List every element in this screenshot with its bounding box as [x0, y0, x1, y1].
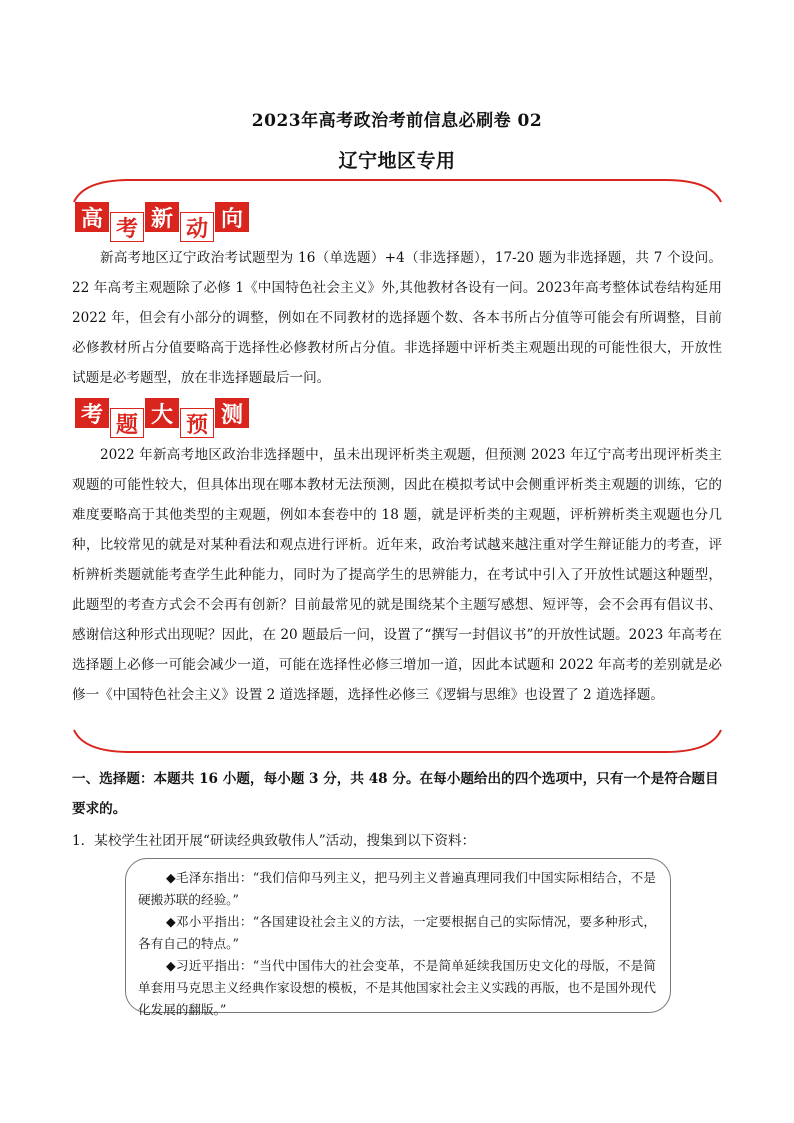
page-subtitle: 辽宁地区专用 — [338, 150, 456, 172]
page-title: 2023年高考政治考前信息必刷卷 02 — [251, 111, 543, 131]
badge-char: 动 — [180, 212, 214, 242]
badge-char: 考 — [75, 398, 109, 428]
badge-char: 预 — [180, 408, 214, 438]
badge-char: 测 — [215, 398, 249, 428]
bottom-frame-arc — [70, 726, 725, 756]
badge-char: 向 — [215, 202, 249, 232]
badge-char: 考 — [110, 212, 144, 242]
question-1-quote-box — [125, 858, 671, 1017]
quote-xi: ◆习近平指出：“当代中国伟大的社会变革，不是简单延续我国历史文化的母版，不是简单套用马克思主义经典作家设想的模板，不是其他国家社会主义实践的再版，也不是国外现代化发展的翻版。” — [138, 958, 656, 1017]
badge-char: 高 — [75, 202, 109, 232]
badge-char: 大 — [145, 398, 179, 428]
part-one-heading: 一、选择题：本题共 16 小题，每小题 3 分，共 48 分。在每小题给出的四个选项中，只有一个是符合题目要求的。 — [72, 771, 719, 817]
quote-deng: ◆邓小平指出：“各国建设社会主义的方法，一定要根据自己的实际情况，要多种形式，各有自己的特点。” — [138, 914, 656, 951]
question-1-stem: 1．某校学生社团开展“研读经典致敬伟人”活动，搜集到以下资料： — [72, 833, 476, 849]
badge-char: 新 — [145, 202, 179, 232]
prediction-paragraph: 2022 年新高考地区政治非选择题中，虽未出现评析类主观题，但预测 2023 年辽宁高考出现评析类主观题的可能性较大，但具体出现在哪本教材无法预测，因此在模拟考试中会侧重评析类主观题的训练，它的难度要略高于其他类型的主观题，例如本套卷中的 18 题，就是评析类的主观题，评析辨析类主观题也分几种，比较常见的就是对某种看法和观点进行评析。近年来，政治考试越来越注重对学生辩证能力的考查，评析辨析类题就能考查学生此种能力，同时为了提高学生的思辨能力，在考试中引入了开放性试题这种题型，此题型的考查方式会不会再有创新？目前最常见的就是围绕某个主题写感想、短评等，会不会再有倡议书、感谢信这种形式出现呢？因此，在 20 题最后一问，设置了“撰写一封倡议书”的开放性试题。2023 年高考在选择题上必修一可能会减少一道，可能在选择性必修三增加一道，因此本试题和 2022 年高考的差别就是必修一《中国特色社会主义》设置 2 道选择题，选择性必修三《逻辑与思维》也设置了 2 道选择题。 — [72, 447, 722, 703]
new-trends-paragraph: 新高考地区辽宁政治考试题型为 16（单选题）+4（非选择题），17-20 题为非选择题，共 7 个设问。22 年高考主观题除了必修 1《中国特色社会主义》外,其他教材各设有一问。2023年高考整体试卷结构延用2022 年，但会有小部分的调整，例如在不同教材的选择题个数、各本书所占分值等可能会有所调整，目前必修教材所占分值要略高于选择性必修教材所占分值。非选择题中评析类主观题出现的可能性很大，开放性试题是必考题型，放在非选择题最后一问。 — [72, 250, 722, 386]
new-trends-badge — [75, 202, 250, 242]
quote-mao: ◆毛泽东指出：“我们信仰马列主义，把马列主义普遍真理同我们中国实际相结合，不是硬搬苏联的经验。” — [138, 870, 656, 907]
prediction-badge — [75, 398, 250, 438]
badge-char: 题 — [110, 408, 144, 438]
